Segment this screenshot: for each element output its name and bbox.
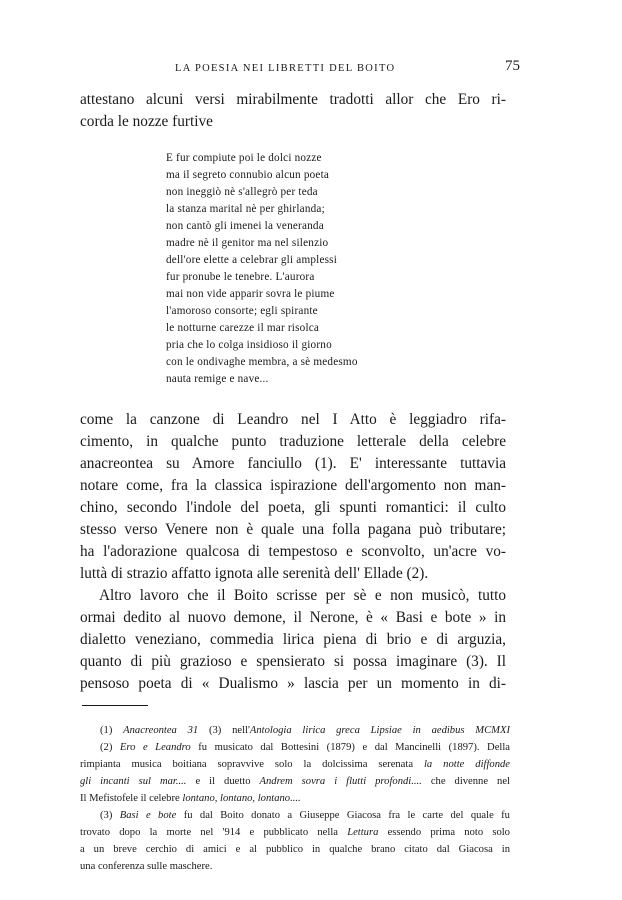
body-line: ha l'adorazione qualcosa di tempestoso e sconvolto, un'acre vo- bbox=[80, 543, 506, 560]
footnote-line bbox=[80, 790, 510, 807]
footnote-title: Anacreontea 31 bbox=[123, 725, 199, 736]
footnote-number: (1) bbox=[100, 725, 113, 736]
body-line: quanto di più grazioso e spensierato si possa imaginare (3). Il bbox=[80, 653, 506, 670]
footnote-text: trovato dopo la morte nel '914 e pubblicato nella bbox=[80, 827, 338, 838]
footnote-2 bbox=[100, 739, 510, 756]
verse-line: ma il segreto connubio alcun poeta bbox=[166, 169, 330, 181]
verse-line: con le ondivaghe membra, a sè medesmo bbox=[166, 356, 358, 368]
verse-line: mai non vide apparir sovra le piume bbox=[166, 288, 335, 300]
footnote-book: Antologia lirica greca Lipsiae in aedibus MCMXI bbox=[249, 725, 510, 736]
verse-line: fur pronube le tenebre. L'aurora bbox=[166, 271, 315, 283]
verse-line: l'amoroso consorte; egli spirante bbox=[166, 305, 318, 317]
footnote-line bbox=[80, 756, 510, 773]
footnote-text: (3) nell' bbox=[208, 725, 250, 736]
footnote-line: a un breve cerchio di amici e al pubblico in qualche brano citato dal Giacosa in bbox=[80, 844, 510, 855]
footnote-line: una conferenza sulle maschere. bbox=[80, 861, 213, 872]
body-line: come la canzone di Leandro nel I Atto è leggiadro rifa- bbox=[80, 411, 506, 428]
page-number: 75 bbox=[505, 58, 520, 74]
verse-line: la stanza marital nè per ghirlanda; bbox=[166, 203, 325, 215]
body-line: chino, secondo l'indole del poeta, gli spunti romantici: il culto bbox=[80, 499, 506, 516]
footnote-3 bbox=[100, 807, 510, 824]
footnote-text: e il duetto bbox=[195, 776, 251, 787]
intro-line: corda le nozze furtive bbox=[80, 113, 213, 130]
footnote-text: fu dal Boito donato a Giuseppe Giacosa fra le carte del quale fu bbox=[183, 810, 510, 821]
footnote-title: Basi e bote bbox=[119, 810, 177, 821]
body-line: luttà di strazio affatto ignota alle serenità dell' Ellade (2). bbox=[80, 565, 429, 582]
body-line: stesso verso Venere non è quale una folla pagana può tributare; bbox=[80, 521, 506, 538]
footnote-rule bbox=[82, 705, 148, 706]
running-title: LA POESIA NEI LIBRETTI DEL BOITO bbox=[175, 63, 396, 74]
body-line: ormai dedito al nuovo demone, il Nerone, è « Basi e bote » in bbox=[80, 609, 506, 626]
footnote-italic: Andrem sovra i flutti profondi.... bbox=[259, 776, 422, 787]
footnote-text: essendo prima noto solo bbox=[387, 827, 510, 838]
verse-line: dell'ore elette a celebrar gli amplessi bbox=[166, 254, 338, 266]
body-line: cimento, in qualche punto traduzione letterale della celebre bbox=[80, 433, 506, 450]
verse-line: E fur compiute poi le dolci nozze bbox=[166, 152, 322, 164]
footnote-italic: lontano, lontano, lontano.... bbox=[182, 793, 301, 804]
footnote-title: Ero e Leandro bbox=[119, 742, 191, 753]
verse-line: nauta remige e nave... bbox=[166, 373, 269, 385]
footnote-line bbox=[80, 824, 510, 841]
page-header bbox=[80, 58, 520, 80]
body-line: anacreontea su Amore fanciullo (1). E' interessante tuttavia bbox=[80, 455, 506, 472]
verse-line: madre nè il genitor ma nel silenzio bbox=[166, 237, 329, 249]
footnote-number: (3) bbox=[100, 810, 113, 821]
intro-line: attestano alcuni versi mirabilmente tradotti allor che Ero ri- bbox=[80, 91, 506, 108]
footnote-text: che divenne nel bbox=[430, 776, 510, 787]
verse-line: non ineggiò nè s'allegrò per teda bbox=[166, 186, 318, 198]
footnote-text: Il Mefistofele il celebre bbox=[80, 793, 180, 804]
verse-line: pria che lo colga insidioso il giorno bbox=[166, 339, 332, 351]
footnote-italic: la notte diffonde bbox=[423, 759, 510, 770]
verse-line: le notturne carezze il mar risolca bbox=[166, 322, 320, 334]
body-line: dialetto veneziano, commedia lirica piena di brio e di arguzia, bbox=[80, 631, 506, 648]
footnote-line bbox=[80, 773, 510, 790]
body-line: Altro lavoro che il Boito scrisse per sè e non musicò, tutto bbox=[99, 587, 506, 604]
footnote-text: fu musicato dal Bottesini (1879) e dal Mancinelli (1897). Della bbox=[198, 742, 510, 753]
footnote-text: rimpianta musica boitiana sopravvive solo la dolcissima serenata bbox=[80, 759, 414, 770]
body-line: notare come, fra la classica ispirazione dell'argomento non man- bbox=[80, 477, 506, 494]
verse-line: non cantò gli imenei la veneranda bbox=[166, 220, 324, 232]
body-line: pensoso poeta di « Dualismo » lascia per un momento in di- bbox=[80, 675, 506, 692]
footnote-1 bbox=[100, 722, 510, 739]
footnote-italic: gli incanti sul mar.... bbox=[80, 776, 187, 787]
footnote-number: (2) bbox=[100, 742, 113, 753]
footnote-italic: Lettura bbox=[347, 827, 379, 838]
